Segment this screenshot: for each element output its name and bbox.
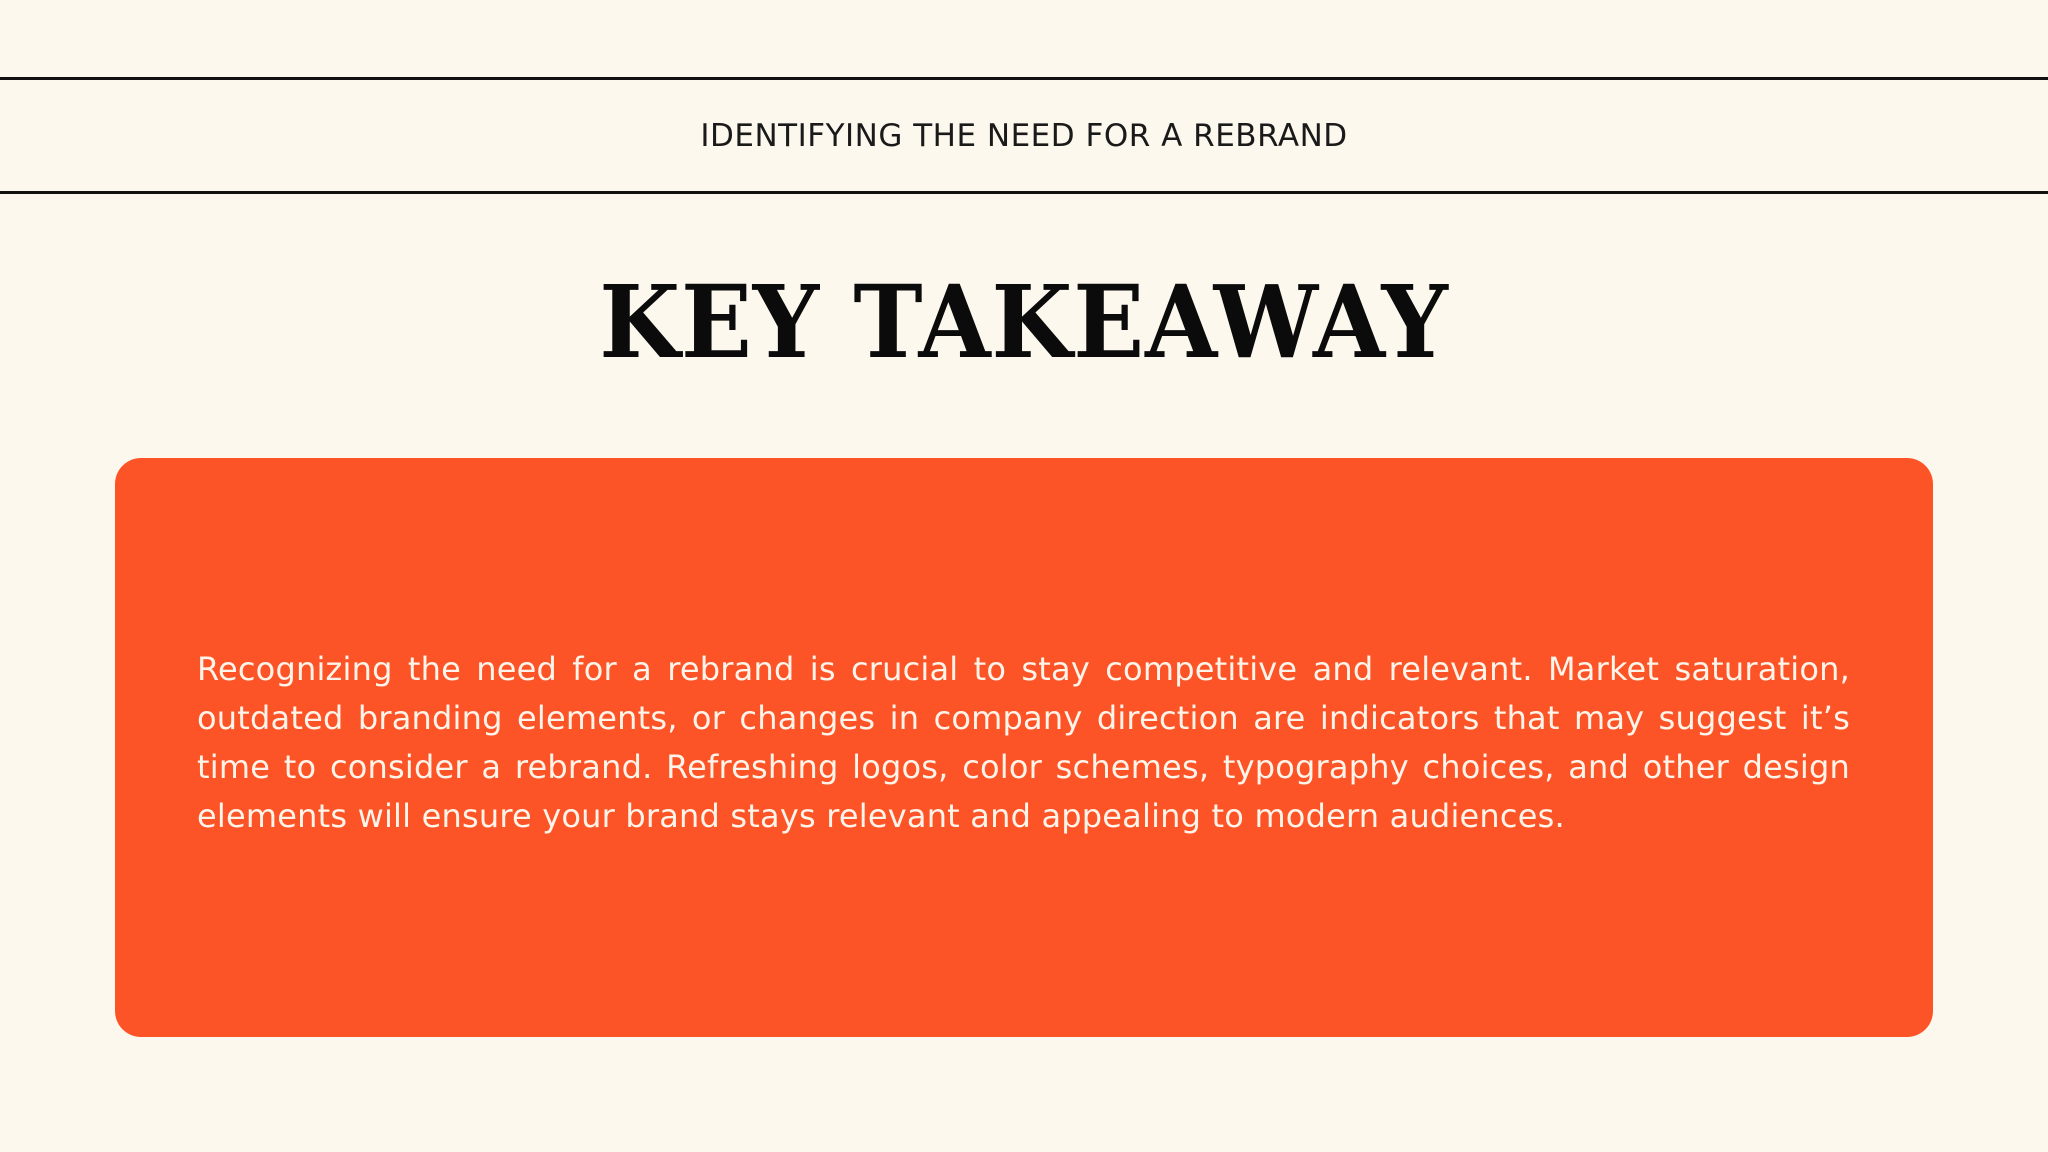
takeaway-card (115, 458, 1933, 1037)
page-title: KEY TAKEAWAY (599, 263, 1449, 381)
header-top-divider (0, 77, 2048, 80)
header-bottom-divider (0, 191, 2048, 194)
takeaway-body-text: Recognizing the need for a rebrand is crucial to stay competitive and relevant. Market saturation, outdated branding elements, or changes in company direction are indicators that may suggest it’s time to consider a rebrand. Refreshing logos, color schemes, typography choices, and other design elements will ensure your brand stays relevant and appealing to modern audiences. (197, 650, 1850, 835)
section-label: IDENTIFYING THE NEED FOR A REBRAND (700, 118, 1348, 154)
